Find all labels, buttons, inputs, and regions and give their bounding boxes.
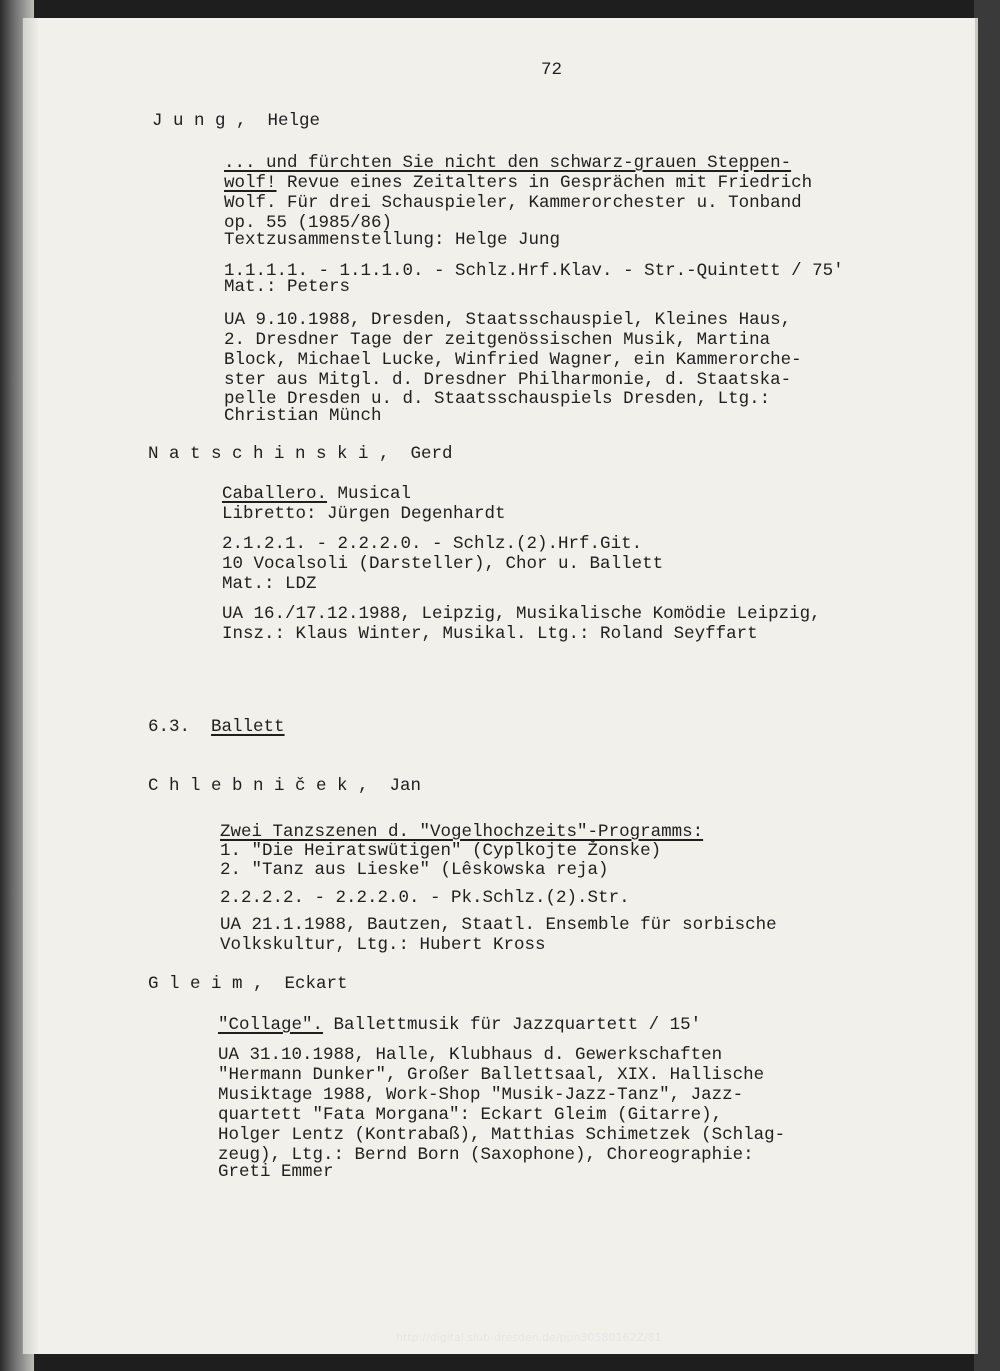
work-title: Caballero.	[222, 484, 328, 504]
premiere-line: Holger Lentz (Kontrabaß), Matthias Schimetzek (Schlag-	[218, 1125, 786, 1145]
section-heading	[148, 717, 285, 739]
section-number: 6.3.	[148, 717, 191, 737]
material-publisher: Mat.: Peters	[224, 277, 351, 297]
work-description: Revue eines Zeitalters in Gesprächen mit Friedrich	[276, 173, 813, 193]
composer-name: C h l e b n i č e k , Jan	[148, 776, 422, 796]
premiere-line: UA 31.10.1988, Halle, Klubhaus d. Gewerkschaften	[218, 1045, 723, 1065]
text-credit: Textzusammenstellung: Helge Jung	[224, 230, 561, 250]
work-part: 1. "Die Heiratswütigen" (Cyplkojte Žonske)	[220, 841, 662, 861]
instrumentation: 10 Vocalsoli (Darsteller), Chor u. Ballett	[222, 554, 664, 574]
work-description: Wolf. Für drei Schauspieler, Kammerorchester u. Tonband	[224, 193, 802, 213]
premiere-line: Block, Michael Lucke, Winfried Wagner, ein Kammerorche-	[224, 350, 802, 370]
work-title: ... und fürchten Sie nicht den schwarz-grauen Steppen-	[224, 153, 792, 173]
libretto-credit: Libretto: Jürgen Degenhardt	[222, 504, 506, 524]
entry-line	[218, 1015, 701, 1037]
instrumentation: 2.2.2.2. - 2.2.2.0. - Pk.Schlz.(2).Str.	[220, 888, 630, 908]
work-title: "Collage".	[218, 1015, 324, 1035]
premiere-line: Volkskultur, Ltg.: Hubert Kross	[220, 935, 546, 955]
opus-line: op. 55 (1985/86)	[224, 213, 393, 233]
instrumentation: 2.1.2.1. - 2.2.2.0. - Schlz.(2).Hrf.Git.	[222, 534, 643, 554]
instrumentation: 1.1.1.1. - 1.1.1.0. - Schlz.Hrf.Klav. - Str.-Quintett / 75'	[224, 261, 844, 281]
section-title: Ballett	[211, 717, 285, 737]
premiere-line: quartett "Fata Morgana": Eckart Gleim (Gitarre),	[218, 1105, 723, 1125]
composer-name: J u n g , Helge	[152, 111, 321, 131]
work-title: Zwei Tanzszenen d. "Vogelhochzeits"-Programms:	[220, 822, 704, 842]
premiere-line: UA 9.10.1988, Dresden, Staatsschauspiel, Kleines Haus,	[224, 310, 792, 330]
premiere-line: UA 16./17.12.1988, Leipzig, Musikalische Komödie Leipzig,	[222, 604, 821, 624]
entry-line	[222, 484, 411, 506]
premiere-line: zeug), Ltg.: Bernd Born (Saxophone), Choreographie:	[218, 1145, 754, 1165]
work-description: Ballettmusik für Jazzquartett / 15'	[323, 1015, 702, 1035]
premiere-line: "Hermann Dunker", Großer Ballettsaal, XIX. Hallische	[218, 1065, 765, 1085]
material-publisher: Mat.: LDZ	[222, 574, 317, 594]
premiere-line: Insz.: Klaus Winter, Musikal. Ltg.: Roland Seyffart	[222, 624, 758, 644]
entry-line	[224, 173, 812, 195]
premiere-line: Musiktage 1988, Work-Shop "Musik-Jazz-Tanz", Jazz-	[218, 1085, 744, 1105]
work-description: Musical	[327, 484, 412, 504]
premiere-line: Greti Emmer	[218, 1162, 334, 1182]
composer-name: N a t s c h i n s k i , Gerd	[148, 444, 453, 464]
premiere-line: UA 21.1.1988, Bautzen, Staatl. Ensemble für sorbische	[220, 915, 777, 935]
source-watermark: http://digital.slub-dresden.de/ppn30580162Z/81	[396, 1331, 662, 1344]
premiere-line: ster aus Mitgl. d. Dresdner Philharmonie, d. Staatska-	[224, 370, 792, 390]
work-part: 2. "Tanz aus Lieske" (Lêskowska reja)	[220, 860, 609, 880]
work-title: wolf!	[224, 173, 277, 193]
premiere-line: pelle Dresden u. d. Staatsschauspiels Dresden, Ltg.:	[224, 389, 771, 409]
premiere-line: 2. Dresdner Tage der zeitgenössischen Musik, Martina	[224, 330, 771, 350]
composer-name: G l e i m , Eckart	[148, 974, 348, 994]
premiere-line: Christian Münch	[224, 406, 382, 426]
page-number: 72	[541, 60, 563, 80]
